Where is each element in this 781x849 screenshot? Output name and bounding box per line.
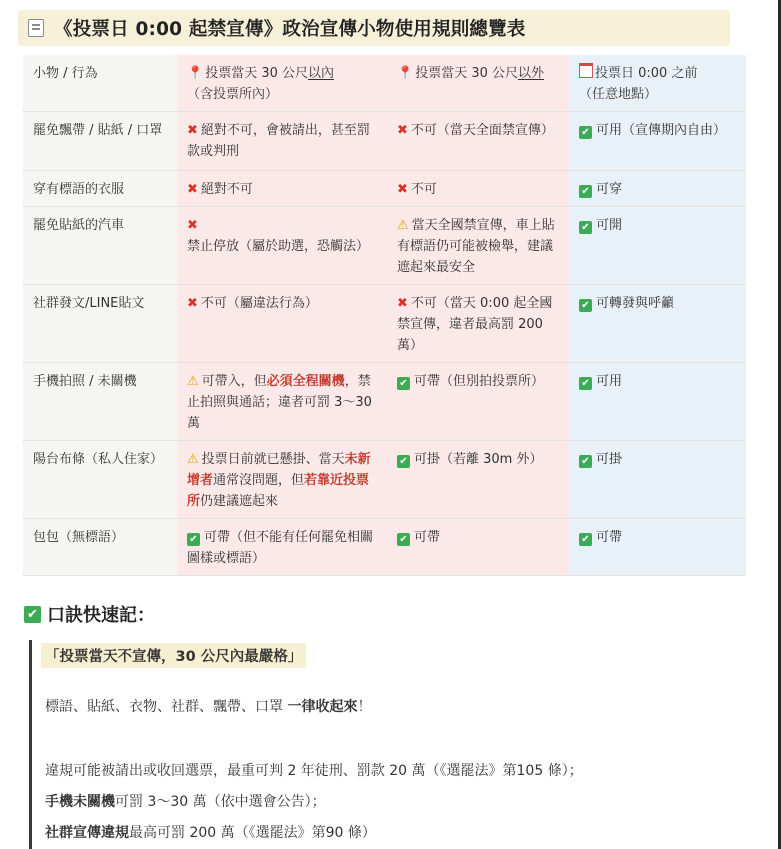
quote-bar	[29, 640, 32, 849]
row-item: 罷免貼紙的汽車	[23, 207, 177, 285]
table-row	[23, 285, 746, 363]
cell-before: ✔ 可帶	[569, 519, 746, 576]
table-row	[23, 207, 746, 285]
table-row	[23, 112, 746, 171]
cell-outside: ✖ 不可	[387, 171, 569, 207]
check-icon: ✔	[187, 533, 200, 546]
check-icon: ✔	[397, 455, 410, 468]
cell-within: ✖禁止停放（屬於助選，恐觸法）	[177, 207, 387, 285]
cell-before: ✔ 可轉發與呼籲	[569, 285, 746, 363]
calendar-icon	[579, 63, 593, 78]
cell-outside: ✔ 可帶（但別拍投票所）	[387, 363, 569, 441]
cross-icon: ✖	[397, 182, 408, 197]
table-row	[23, 519, 746, 576]
cell-within: ✔ 可帶（但不能有任何罷免相關圖樣或標語）	[177, 519, 387, 576]
memo-line-2: 違規可能被請出或收回選票，最重可判 2 年徒刑、罰款 20 萬（《選罷法》第105 條）；	[45, 763, 583, 779]
cross-icon: ✖	[187, 123, 198, 138]
check-icon: ✔	[579, 455, 592, 468]
row-item: 穿有標語的衣服	[23, 171, 177, 207]
cell-outside: ⚠ 當天全國禁宣傳，車上貼有標語仍可能被檢舉，建議遮起來最安全	[387, 207, 569, 285]
cell-before: ✔ 可用（宣傳期內自由）	[569, 112, 746, 171]
check-icon: ✔	[579, 299, 592, 312]
header-outside-30m: 📍 投票當天 30 公尺以外	[387, 55, 569, 112]
row-item: 陽台布條（私人住家）	[23, 441, 177, 519]
cell-within: ✖ 絕對不可	[177, 171, 387, 207]
pin-icon: 📍	[397, 66, 414, 81]
row-item: 手機拍照 / 未關機	[23, 363, 177, 441]
cell-before: ✔ 可開	[569, 207, 746, 285]
check-icon: ✔	[24, 606, 41, 623]
cross-icon: ✖	[397, 296, 408, 311]
cross-icon: ✖	[187, 218, 198, 233]
cell-outside: ✔ 可掛（若離 30m 外）	[387, 441, 569, 519]
header-within-30m: 📍 投票當天 30 公尺以內 （含投票所內）	[177, 55, 387, 112]
check-icon: ✔	[579, 221, 592, 234]
cell-within: ⚠ 投票日前就已懸掛、當天未新增者通常沒問題，但若靠近投票所仍建議遮起來	[177, 441, 387, 519]
quick-memo-heading: ✔ 口訣快速記：	[24, 601, 155, 627]
check-icon: ✔	[579, 533, 592, 546]
cross-icon: ✖	[187, 296, 198, 311]
slogan: 「投票當天不宣傳，30 公尺內最嚴格」	[41, 643, 306, 668]
memo-line-3: 手機未關機可罰 3～30 萬（依中選會公告）；	[45, 794, 326, 810]
row-item: 罷免飄帶 / 貼紙 / 口罩	[23, 112, 177, 171]
table-row	[23, 171, 746, 207]
cross-icon: ✖	[397, 123, 408, 138]
header-before-voting-day: 投票日 0:00 之前 （任意地點）	[569, 55, 746, 112]
cell-before: ✔ 可掛	[569, 441, 746, 519]
warning-icon: ⚠	[187, 452, 199, 467]
table-row	[23, 363, 746, 441]
check-icon: ✔	[397, 533, 410, 546]
cell-outside: ✔ 可帶	[387, 519, 569, 576]
cell-before: ✔ 可用	[569, 363, 746, 441]
page-title: 《投票日 0:00 起禁宣傳》政治宣傳小物使用規則總覽表	[54, 19, 526, 40]
warning-icon: ⚠	[187, 374, 199, 389]
pin-icon: 📍	[187, 66, 204, 81]
table-header-row	[23, 55, 746, 112]
cell-within: ⚠ 可帶入，但必須全程關機，禁止拍照與通話；違者可罰 3～30 萬	[177, 363, 387, 441]
memo-line-1: 標語、貼紙、衣物、社群、飄帶、口罩 一律收起來！	[45, 699, 372, 715]
warning-icon: ⚠	[397, 218, 409, 233]
check-icon: ✔	[579, 126, 592, 139]
memo-line-4: 社群宣傳違規最高可罰 200 萬（《選罷法》第90 條）	[45, 825, 376, 841]
row-item: 包包（無標語）	[23, 519, 177, 576]
cell-within: ✖ 絕對不可，會被請出，甚至罰款或判刑	[177, 112, 387, 171]
check-icon: ✔	[579, 377, 592, 390]
cross-icon: ✖	[187, 182, 198, 197]
check-icon: ✔	[579, 185, 592, 198]
cell-outside: ✖ 不可（當天 0:00 起全國禁宣傳，違者最高罰 200 萬）	[387, 285, 569, 363]
table-row	[23, 441, 746, 519]
title-bar	[18, 10, 730, 46]
rules-table	[23, 55, 746, 576]
cell-outside: ✖ 不可（當天全面禁宣傳）	[387, 112, 569, 171]
check-icon: ✔	[397, 377, 410, 390]
cell-within: ✖ 不可（屬違法行為）	[177, 285, 387, 363]
row-item: 社群發文/LINE貼文	[23, 285, 177, 363]
header-item: 小物 / 行為	[23, 55, 177, 112]
cell-before: ✔ 可穿	[569, 171, 746, 207]
notepad-icon	[28, 19, 44, 37]
